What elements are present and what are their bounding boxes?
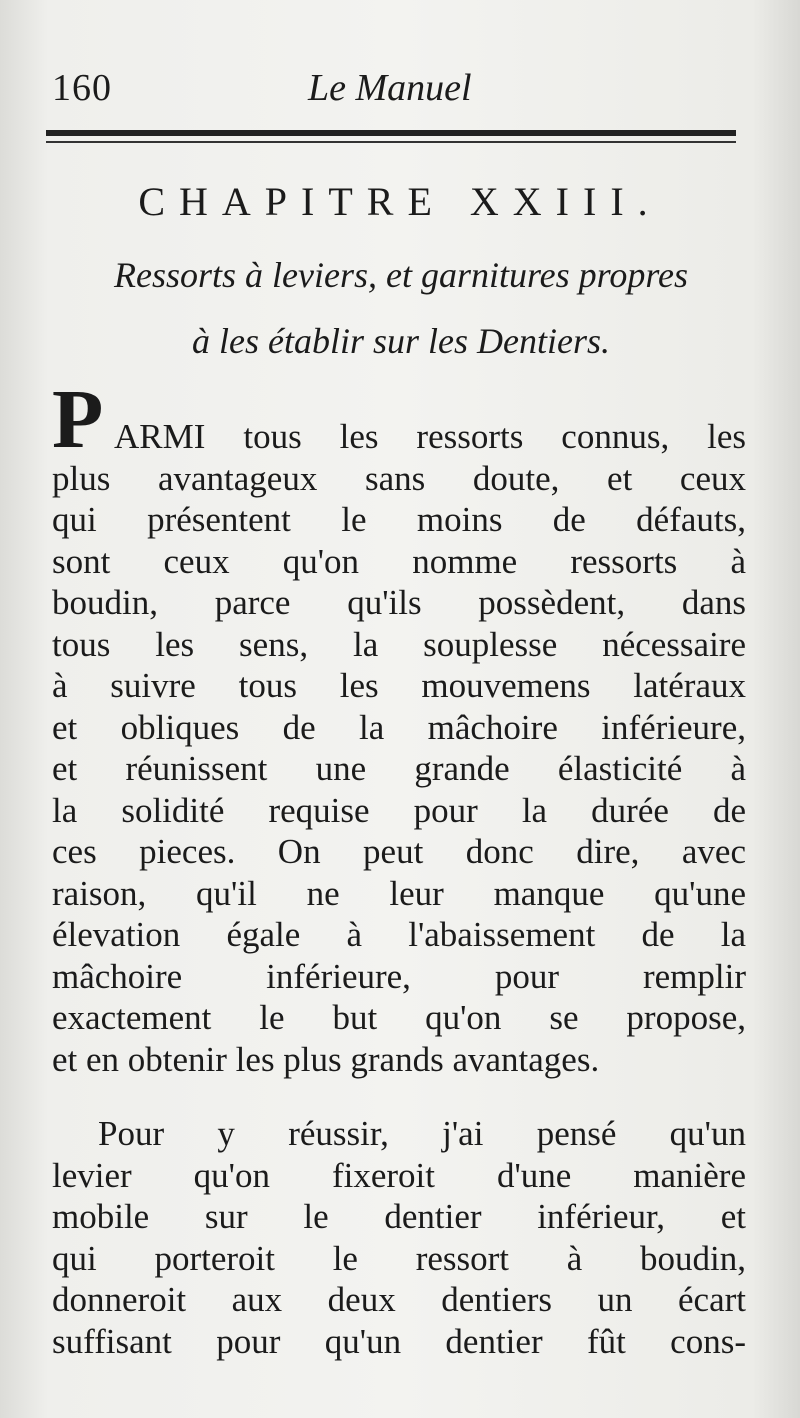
text-line: donneroit aux deux dentiers un écart: [52, 1280, 746, 1319]
text-line: qui porteroit le ressort à boudin,: [52, 1238, 746, 1278]
text-line: plus avantageux sans doute, et ceux: [52, 458, 746, 498]
text-line: tous les sens, la souplesse nécessaire: [52, 624, 746, 664]
header-rule-thin: [46, 141, 736, 143]
text-line: et obliques de la mâchoire inférieure,: [52, 707, 746, 747]
paragraph-1: [52, 416, 746, 1080]
text-line: Pour y réussir, j'ai pensé qu'un: [98, 1114, 746, 1153]
page-header: [52, 66, 742, 116]
text-line: à suivre tous les mouvemens latéraux: [52, 666, 746, 705]
text-line: boudin, parce qu'ils possèdent, dans: [52, 583, 746, 622]
text-line: [52, 416, 746, 458]
text-line: la solidité requise pour la durée de: [52, 790, 746, 830]
text-line: mobile sur le dentier inférieur, et: [52, 1197, 746, 1236]
header-rule-thick: [46, 130, 736, 136]
page-number: 160: [52, 67, 112, 109]
chapter-subtitle-line-1: Ressorts à leviers, et garnitures propres: [114, 255, 688, 295]
text-line: ces pieces. On peut donc dire, avec: [52, 832, 746, 871]
text-line: qui présentent le moins de défauts,: [52, 500, 746, 539]
chapter-subtitle-line-2: à les établir sur les Dentiers.: [192, 321, 610, 361]
text-line: exactement le but qu'on se propose,: [52, 998, 746, 1037]
text-line-content: tous les ressorts connus, les: [243, 417, 746, 456]
text-line: et en obtenir les plus grands avantages.: [52, 1039, 600, 1079]
text-line: sont ceux qu'on nomme ressorts à: [52, 541, 746, 581]
first-word-rest: ARMI: [114, 417, 206, 456]
chapter-title: CHAPITRE XXIII.: [138, 179, 662, 224]
text-line: levier qu'on fixeroit d'une manière: [52, 1155, 746, 1195]
text-line: suffisant pour qu'un dentier fût cons-: [52, 1321, 746, 1361]
text-line: mâchoire inférieure, pour remplir: [52, 956, 746, 996]
text-line: élevation égale à l'abaissement de la: [52, 915, 746, 954]
paragraph-2: [52, 1113, 746, 1362]
text-line: raison, qu'il ne leur manque qu'une: [52, 873, 746, 913]
text-line: et réunissent une grande élasticité à: [52, 749, 746, 788]
drop-cap: P: [52, 373, 104, 466]
running-head: Le Manuel: [308, 67, 472, 109]
